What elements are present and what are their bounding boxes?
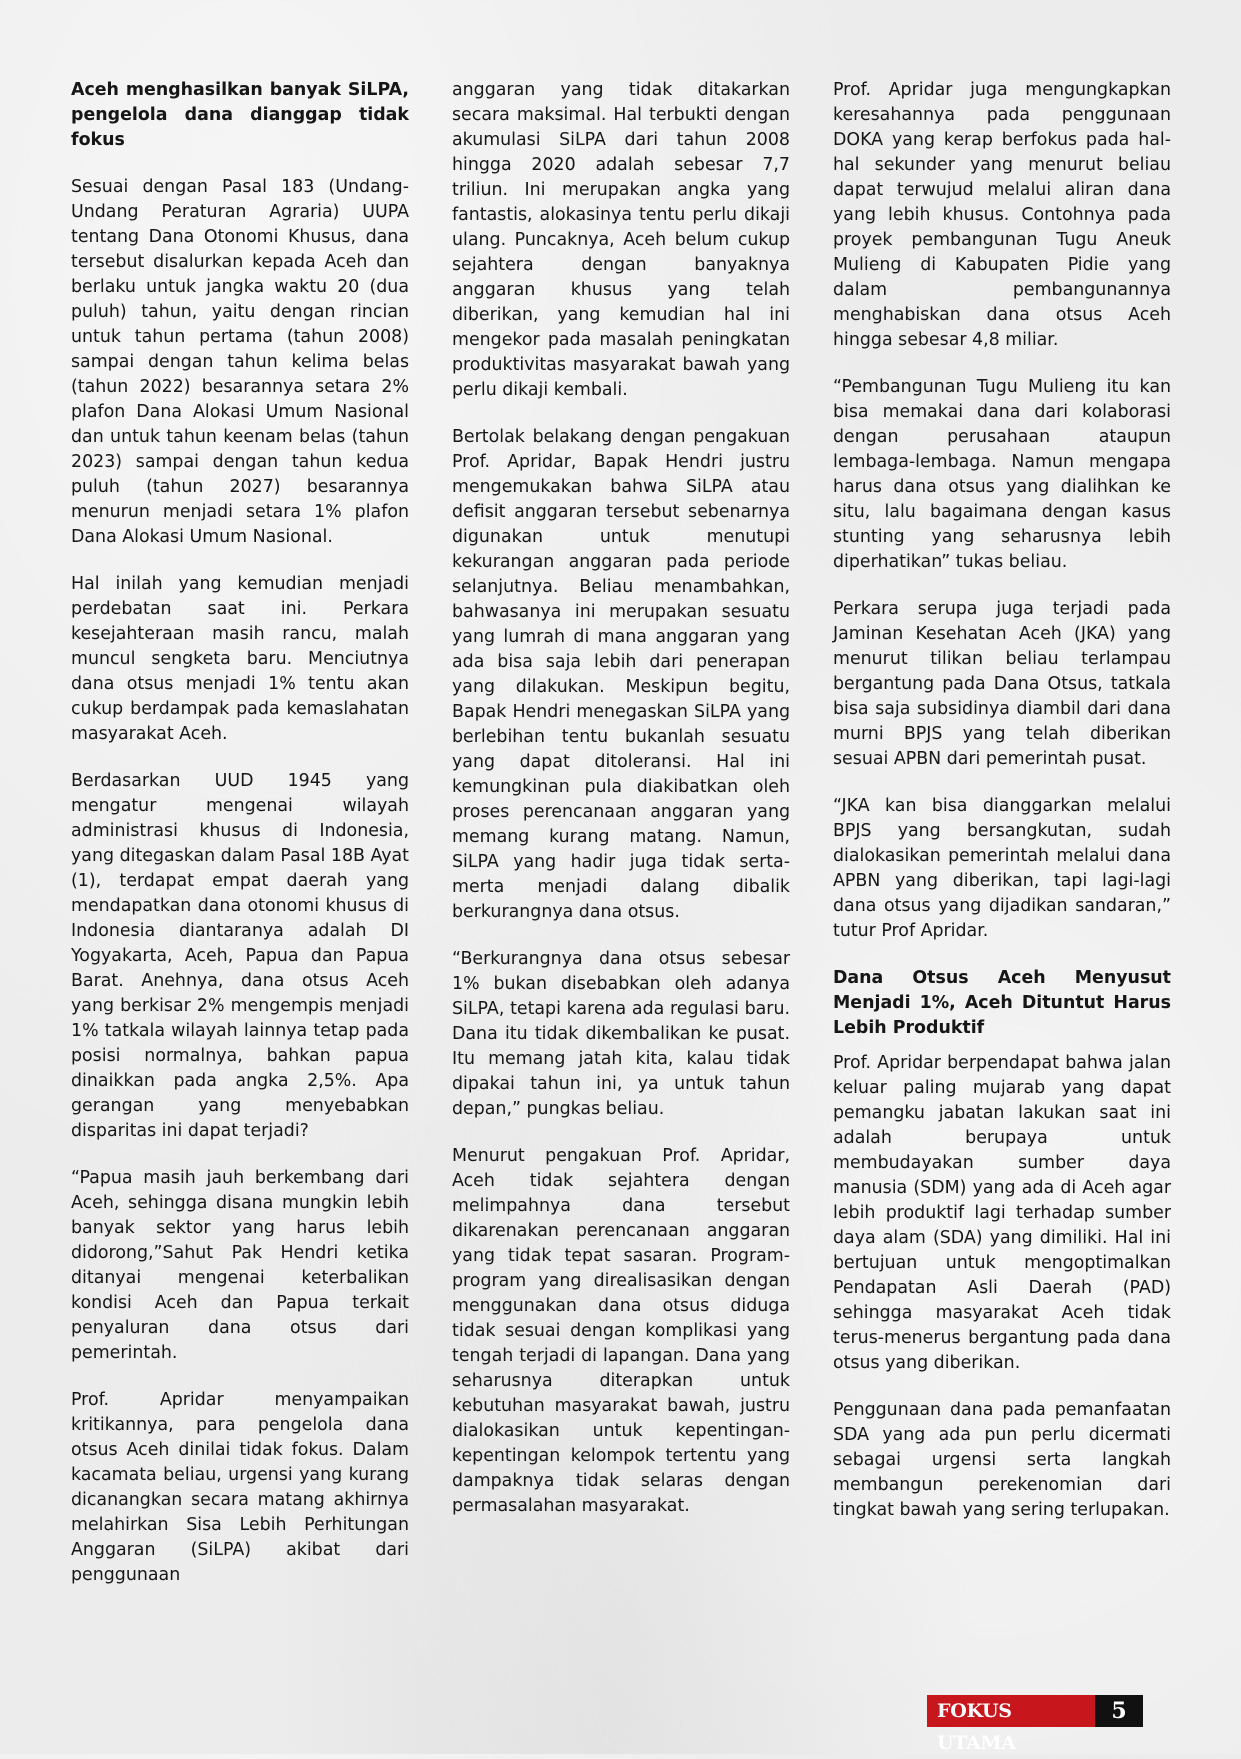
paragraph: Perkara serupa juga terjadi pada Jaminan Kesehatan Aceh (JKA) yang menurut tilikan beliau terlampau bergantung pada Dana Otsus, tatkala bisa saja subsidinya diambil dari dana murni BPJS yang telah diberikan sesuai APBN dari pemerintah pusat. [833,599,1171,769]
paragraph: Sesuai dengan Pasal 183 (Undang-Undang Peraturan Agraria) UUPA tentang Dana Otonomi Khusus, dana tersebut disalurkan kepada Aceh dan berlaku untuk jangka waktu 20 (dua puluh) tahun, yaitu dengan rincian untuk tahun pertama (tahun 2008) sampai dengan tahun kelima belas (tahun 2022) besarannya setara 2% plafon Dana Alokasi Umum Nasional dan untuk tahun keenam belas (tahun 2023) sampai dengan tahun kedua puluh (tahun 2027) besarannya menurun menjadi setara 1% plafon Dana Alokasi Umum Nasional. [71,177,409,547]
paragraph: “JKA kan bisa dianggarkan melalui BPJS yang bersangkutan, sudah dialokasikan pemerintah melalui dana APBN yang diberikan, tapi lagi-lagi dana otsus yang dijadikan sandaran,” tutur Prof Apridar. [833,796,1171,941]
page-number: 5 [1095,1695,1143,1727]
paragraph: Prof. Apridar menyampaikan kritikannya, para pengelola dana otsus Aceh dinilai tidak fokus. Dalam kacamata beliau, urgensi yang kurang dicanangkan secara matang akhirnya melahirkan Sisa Lebih Perhitungan Anggaran (SiLPA) akibat dari penggunaan [71,1390,409,1585]
section-label: FOKUS UTAMA [927,1695,1095,1727]
paragraph: Penggunaan dana pada pemanfaatan SDA yang ada pun perlu dicermati sebagai urgensi serta langkah membangun perekenomian dari tingkat bawah yang sering terlupakan. [833,1400,1171,1520]
article-column-2 [452,78,790,1541]
section-heading-otsus: Dana Otsus Aceh Menyusut Menjadi 1%, Aceh Dituntut Harus Lebih Produktif [833,968,1171,1038]
paragraph: “Papua masih jauh berkembang dari Aceh, sehingga disana mungkin lebih banyak sektor yang harus lebih didorong,”Sahut Pak Hendri ketika ditanyai mengenai keterbalikan kondisi Aceh dan Papua terkait penyaluran dana otsus dari pemerintah. [71,1168,409,1363]
paragraph: “Berkurangnya dana otsus sebesar 1% bukan disebabkan oleh adanya SiLPA, tetapi karena ada regulasi baru. Dana itu tidak dikembalikan ke pusat. Itu memang jatah kita, kalau tidak dipakai tahun ini, ya untuk tahun depan,” pungkas beliau. [452,949,790,1119]
paragraph: Berdasarkan UUD 1945 yang mengatur mengenai wilayah administrasi khusus di Indonesia, yang ditegaskan dalam Pasal 18B Ayat (1), terdapat empat daerah yang mendapatkan dana otonomi khusus di Indonesia diantaranya adalah DI Yogyakarta, Aceh, Papua dan Papua Barat. Anehnya, dana otsus Aceh yang berkisar 2% mengempis menjadi 1% tatkala wilayah lainnya tetap pada posisi normalnya, bahkan papua dinaikkan pada angka 2,5%. Apa gerangan yang menyebabkan disparitas ini dapat terjadi? [71,771,409,1141]
article-column-3 [833,78,1171,1545]
paragraph: Menurut pengakuan Prof. Apridar, Aceh tidak sejahtera dengan melimpahnya dana tersebut dikarenakan perencanaan anggaran yang tidak tepat sasaran. Program-program yang direalisasikan dengan menggunakan dana otsus diduga tidak sesuai dengan komplikasi yang tengah terjadi di lapangan. Dana yang seharusnya diterapkan untuk kebutuhan masyarakat bawah, justru dialokasikan untuk kepentingan-kepentingan kelompok tertentu yang dampaknya tidak selaras dengan permasalahan masyarakat. [452,1146,790,1516]
paragraph: “Pembangunan Tugu Mulieng itu kan bisa memakai dana dari kolaborasi dengan perusahaan ataupun lembaga-lembaga. Namun mengapa harus dana otsus yang dialihkan ke situ, lalu bagaimana dengan kasus stunting yang seharusnya lebih diperhatikan” tukas beliau. [833,377,1171,572]
section-heading-silpa: Aceh menghasilkan banyak SiLPA, pengelola dana dianggap tidak fokus [71,80,409,150]
article-column-1 [71,78,409,1610]
paragraph: Prof. Apridar berpendapat bahwa jalan keluar paling mujarab yang dapat pemangku jabatan lakukan saat ini adalah berupaya untuk membudayakan sumber daya manusia (SDM) yang ada di Aceh agar lebih produktif lagi terhadap sumber daya alam (SDA) yang dimiliki. Hal ini bertujuan untuk mengoptimalkan Pendapatan Asli Daerah (PAD) sehingga masyarakat Aceh tidak terus-menerus bergantung pada dana otsus yang diberikan. [833,1053,1171,1373]
page-footer [927,1695,1143,1754]
paragraph: Hal inilah yang kemudian menjadi perdebatan saat ini. Perkara kesejahteraan masih rancu, malah muncul sengketa baru. Menciutnya dana otsus menjadi 1% tentu akan cukup berdampak pada kemaslahatan masyarakat Aceh. [71,574,409,744]
paragraph: Prof. Apridar juga mengungkapkan keresahannya pada penggunaan DOKA yang kerap berfokus pada hal-hal sekunder yang menurut beliau dapat terwujud melalui aliran dana yang lebih khusus. Contohnya pada proyek pembangunan Tugu Aneuk Mulieng di Kabupaten Pidie yang dalam pembangunannya menghabiskan dana otsus Aceh hingga sebesar 4,8 miliar. [833,80,1171,350]
paragraph: Bertolak belakang dengan pengakuan Prof. Apridar, Bapak Hendri justru mengemukakan bahwa SiLPA atau defisit anggaran tersebut sebenarnya digunakan untuk menutupi kekurangan anggaran pada periode selanjutnya. Beliau menambahkan, bahwasanya ini merupakan sesuatu yang lumrah di mana anggaran yang ada bisa saja lebih dari penerapan yang dilakukan. Meskipun begitu, Bapak Hendri menegaskan SiLPA yang berlebihan tentu bukanlah sesuatu yang dapat ditoleransi. Hal ini kemungkinan pula diakibatkan oleh proses perencanaan anggaran yang memang kurang matang. Namun, SiLPA yang hadir juga tidak serta-merta menjadi dalang dibalik berkurangnya dana otsus. [452,427,790,922]
paragraph: anggaran yang tidak ditakarkan secara maksimal. Hal terbukti dengan akumulasi SiLPA dari tahun 2008 hingga 2020 adalah sebesar 7,7 triliun. Ini merupakan angka yang fantastis, alokasinya tentu perlu dikaji ulang. Puncaknya, Aceh belum cukup sejahtera dengan banyaknya anggaran khusus yang telah diberikan, yang kemudian hal ini mengekor pada masalah peningkatan produktivitas masyarakat bawah yang perlu dikaji kembali. [452,80,790,400]
